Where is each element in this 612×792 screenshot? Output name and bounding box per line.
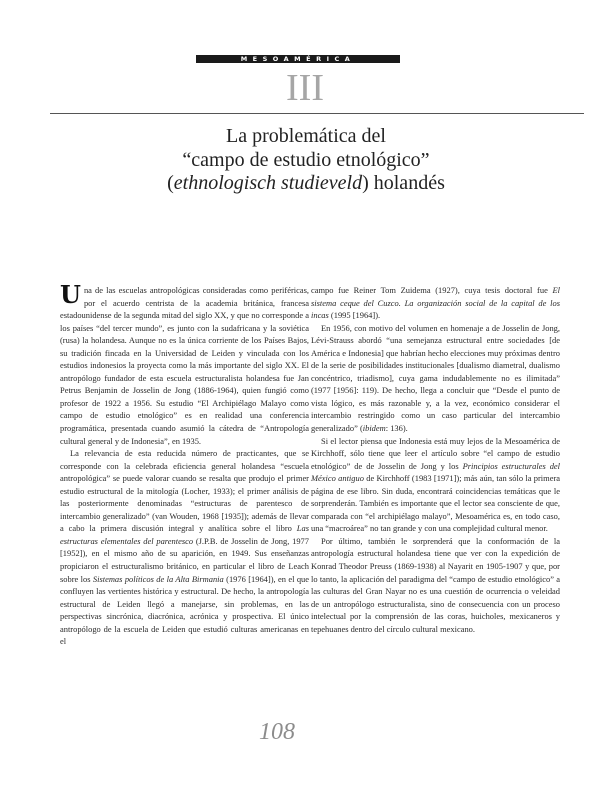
paragraph-text: La relevancia de esta reducida número de practicantes, que se corresponde con la celebrada eficiencia general holandesa “escuela antropológica” se puede valorar cuando se resalta que produjo el primer estudio estructural de la mitología (Locher, 1933); el primer análisis de las posteriormente denominadas “estructuras de parentesco de intercambio generalizado” (van Wouden, 1968 [1935]); además de llevar a cabo la primera discusión integral y analítica sobre el libro <box>60 448 309 534</box>
paragraph <box>60 280 309 447</box>
paragraph <box>311 284 560 322</box>
paragraph-text: campo fue Reiner Tom Zuidema (1927), cuya tesis doctoral fue <box>311 285 553 295</box>
paragraph-text: de Kirchhoff (1983 [1971]); más aún, tan sólo la primera página de ese libro. Sin duda, encontrará coincidencias temáticas que le sorprenderán. También es importante que el lector sea consciente de que, comparada con “el archipiélago malayo”, Mesoamérica es, en todo caso, una “macroárea” no tan grande y con una complejidad cultural menor. <box>311 473 560 534</box>
book-title: El sistema ceque del Cuzco. La organización social de la capital de los incas <box>311 285 560 321</box>
paragraph-text: (1976 [1964]), en el que confluyen las vertientes histórica y estructural. De hecho, la antropología estructural de Leiden llegó a manejarse, sin problemas, en las perspectivas sincrónica, diacrónica, acrónica y prospectiva. El único antropólogo de la escuela de Leiden que estudió culturas americanas en el <box>60 573 310 647</box>
section-header-bar <box>196 55 400 63</box>
chapter-numeral: III <box>286 67 324 109</box>
drop-cap: U <box>60 280 81 309</box>
paragraph <box>311 535 560 635</box>
paragraph <box>60 447 309 648</box>
title-paren-open: ( <box>167 172 174 194</box>
paragraph-text: Por último, también le sorprenderá que la conformación de la antropología estructural holandesa tiene que ver con la expedición de Konrad Theodor Preuss (1869-1938) al Nayarit en 1905-1907 y que, por lo tanto, la aplicación del paradigma del “campo de estudio etnológico” a las culturas del Gran Nayar no es una cuestión de ocurrencia o veleidad de un antropólogo estructuralista, sino de consecuencia con un proceso intelectual por la comprensión de las coras, huicholes, mexicaneros y tepehuanes dentro del círculo cultural mexicano. <box>311 535 560 634</box>
paragraph-text: (1995 [1964]). <box>328 310 381 321</box>
paragraph <box>311 435 560 535</box>
book-title: Las estructuras elementales del parentesco <box>60 523 309 546</box>
title-italic-term: ethnologisch studieveld <box>173 172 363 194</box>
left-column <box>60 280 310 648</box>
paragraph <box>311 322 560 435</box>
paragraph-text: na de las escuelas antropológicas consideradas como periféricas, por el acuerdo centrista de la academia británica, francesa estadounidense de la segunda mitad del siglo XX, y que no corresponde a los países “del tercer mundo”, es junto con la sudafricana y la soviética (rusa) la holandesa. Aunque no es la única corriente de los Países Bajos, su tradición fincada en la Universidad de Leiden y vinculada con los estudios indonesios la proyecta como la más importante del siglo XX. El antropólogo fundador de esta escuela estructuralista holandesa fue Jan Petrus Benjamin de Josselin de Jong (1886-1964), quien fungió como profesor de 1922 a 1956. Su estudio “El Archipiélago Malayo como campo de estudio etnológico” es en realidad una conferencia programática, presentada cuando asumió la cátedra de “Antropología cultural general y de Indonesia”, en 1935. <box>60 285 309 446</box>
page-number: 108 <box>259 719 295 745</box>
title-line-3-rest: ) holandés <box>362 172 445 194</box>
paragraph-text: (J.P.B. de Josselin de Jong, 1977 [1952]), en el mismo año de su aparición, en 1949. Sus enseñanzas propiciaron el estructuralismo británico, en particular el libro de Leach sobre los <box>60 535 309 584</box>
chapter-title <box>110 125 502 196</box>
paragraph-text: : 136). <box>385 423 408 434</box>
paragraph-text: En 1956, con motivo del volumen en homenaje a de Josselin de Jong, Lévi-Strauss abordó “una semejanza estructural entre sociedades [de América e Indonesia] que habrían hecho elecciones muy próximas dentro de la serie de posibilidades institucionales [dualismo diametral, dualismo concéntrico, triadismo], cuya gama indudablemente no es ilimitada” (1977 [1956]: 119). De hecho, llega a concluir que “Desde el punto de vista lógico, es más razonable y, a la vez, económico considerar el intercambio restringido como un caso particular del intercambio generalizado” ( <box>311 322 560 434</box>
book-title: Sistemas políticos de la Alta Birmania <box>92 573 224 584</box>
section-label: MESOAMÉRICA <box>240 55 356 63</box>
right-column <box>311 284 560 635</box>
title-line-3 <box>110 172 502 196</box>
paragraph-text: Si el lector piensa que Indonesia está muy lejos de la Mesoamérica de Kirchhoff, sólo tiene que leer el artículo sobre “el campo de estudio etnológico” de de Josselin de Jong y los <box>311 435 560 471</box>
title-divider <box>50 113 584 114</box>
title-line-2: “campo de estudio etnológico” <box>182 148 430 171</box>
book-title: Principios estructurales del México antiguo <box>311 460 560 484</box>
title-line-1: La problemática del <box>226 125 386 147</box>
citation-term: ibidem <box>362 423 386 434</box>
